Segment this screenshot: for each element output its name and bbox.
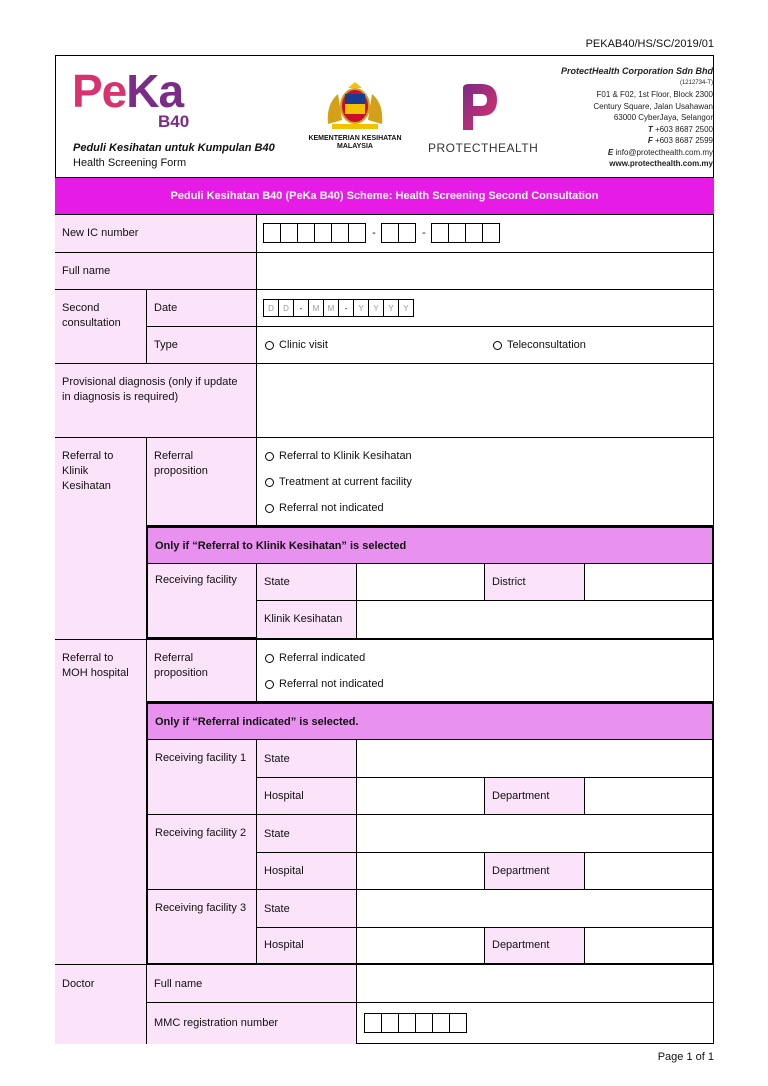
facility-2-state-label: State	[257, 815, 357, 853]
date-label: Date	[147, 290, 257, 327]
ic-number-boxes[interactable]: - -	[264, 223, 500, 243]
doctor-full-name-input[interactable]	[357, 965, 714, 1003]
facility-3-department-label: Department	[485, 928, 585, 963]
facility-3-state-input[interactable]	[357, 890, 712, 928]
facility-1-state-label: State	[257, 740, 357, 778]
facility-1-hospital-input[interactable]	[357, 778, 485, 815]
facility-3-hospital-input[interactable]	[357, 928, 485, 963]
mmc-label: MMC registration number	[147, 1003, 357, 1044]
radio-teleconsultation[interactable]: Teleconsultation	[493, 339, 586, 351]
kkm-name: KEMENTERIAN KESIHATAN MALAYSIA	[308, 135, 402, 150]
mmc-number-boxes[interactable]	[365, 1013, 467, 1033]
radio-referral-kk[interactable]: Referral to Klinik Kesihatan	[265, 450, 412, 462]
facility-1-department-input[interactable]	[585, 778, 712, 815]
page-number: Page 1 of 1	[657, 1051, 714, 1063]
kk-klinik-label: Klinik Kesihatan	[257, 601, 357, 638]
doctor-label: Doctor	[55, 965, 147, 1044]
radio-referral-not-indicated-kk[interactable]: Referral not indicated	[265, 502, 384, 514]
document-reference: PEKAB40/HS/SC/2019/01	[585, 38, 714, 50]
facility-1-department-label: Department	[485, 778, 585, 815]
kk-district-label: District	[485, 564, 585, 601]
moh-condition-header: Only if “Referral indicated” is selected.	[148, 704, 712, 740]
protecthealth-icon	[451, 80, 505, 134]
referral-kk-proposition-label: Referral proposition	[147, 438, 257, 526]
facility-3-department-input[interactable]	[585, 928, 712, 963]
facility-2-hospital-input[interactable]	[357, 853, 485, 890]
radio-referral-indicated[interactable]: Referral indicated	[265, 652, 365, 664]
facility-1-label: Receiving facility 1	[148, 740, 257, 815]
facility-3-hospital-label: Hospital	[257, 928, 357, 963]
form-subtitle: Health Screening Form	[73, 157, 187, 169]
facility-2-hospital-label: Hospital	[257, 853, 357, 890]
referral-moh-label: Referral to MOH hospital	[55, 640, 147, 965]
kk-receiving-facility-label: Receiving facility	[148, 564, 257, 638]
coat-of-arms-icon	[320, 80, 390, 132]
provisional-diagnosis-label: Provisional diagnosis (only if update in diagnosis is required)	[55, 364, 257, 438]
kkm-crest	[305, 80, 405, 151]
facility-2-state-input[interactable]	[357, 815, 712, 853]
provisional-diagnosis-input[interactable]	[257, 364, 714, 438]
referral-moh-proposition-label: Referral proposition	[147, 640, 257, 702]
radio-clinic-visit[interactable]: Clinic visit	[265, 339, 328, 351]
full-name-input[interactable]	[257, 253, 714, 290]
second-consultation-label: Second consultation	[55, 290, 147, 364]
facility-2-department-input[interactable]	[585, 853, 712, 890]
date-boxes[interactable]: D D - M M - Y Y Y Y	[264, 299, 414, 317]
radio-treatment-current[interactable]: Treatment at current facility	[265, 476, 412, 488]
facility-3-label: Receiving facility 3	[148, 890, 257, 963]
kk-district-input[interactable]	[585, 564, 712, 601]
facility-2-label: Receiving facility 2	[148, 815, 257, 890]
kk-state-input[interactable]	[357, 564, 485, 601]
referral-kk-label: Referral to Klinik Kesihatan	[55, 438, 147, 640]
facility-1-hospital-label: Hospital	[257, 778, 357, 815]
facility-2-department-label: Department	[485, 853, 585, 890]
radio-referral-not-indicated-moh[interactable]: Referral not indicated	[265, 678, 384, 690]
peka-logo: PeKa B40	[72, 65, 190, 131]
full-name-label: Full name	[55, 253, 257, 290]
kk-condition-header: Only if “Referral to Klinik Kesihatan” is selected	[148, 528, 712, 564]
ic-label: New IC number	[55, 215, 257, 253]
type-label: Type	[147, 327, 257, 364]
tagline: Peduli Kesihatan untuk Kumpulan B40	[73, 142, 275, 154]
protecthealth-logo: PROTECTHEALTH	[428, 80, 528, 155]
company-address: ProtectHealth Corporation Sdn Bhd (1212734-T) F01 & F02, 1st Floor, Block 2300 Century Square, Jalan Usahawan 63000 CyberJaya, Selangor T +603 8687 2500 F +603 8687 2599 E info@protecthealth.com.my www.protecthealth.com.my	[560, 66, 713, 168]
facility-1-state-input[interactable]	[357, 740, 712, 778]
facility-3-state-label: State	[257, 890, 357, 928]
form-title: Peduli Kesihatan B40 (PeKa B40) Scheme: Health Screening Second Consultation	[55, 177, 714, 215]
kk-klinik-input[interactable]	[357, 601, 712, 638]
kk-state-label: State	[257, 564, 357, 601]
referral-moh-options-cell	[257, 640, 714, 702]
doctor-full-name-label: Full name	[147, 965, 357, 1003]
